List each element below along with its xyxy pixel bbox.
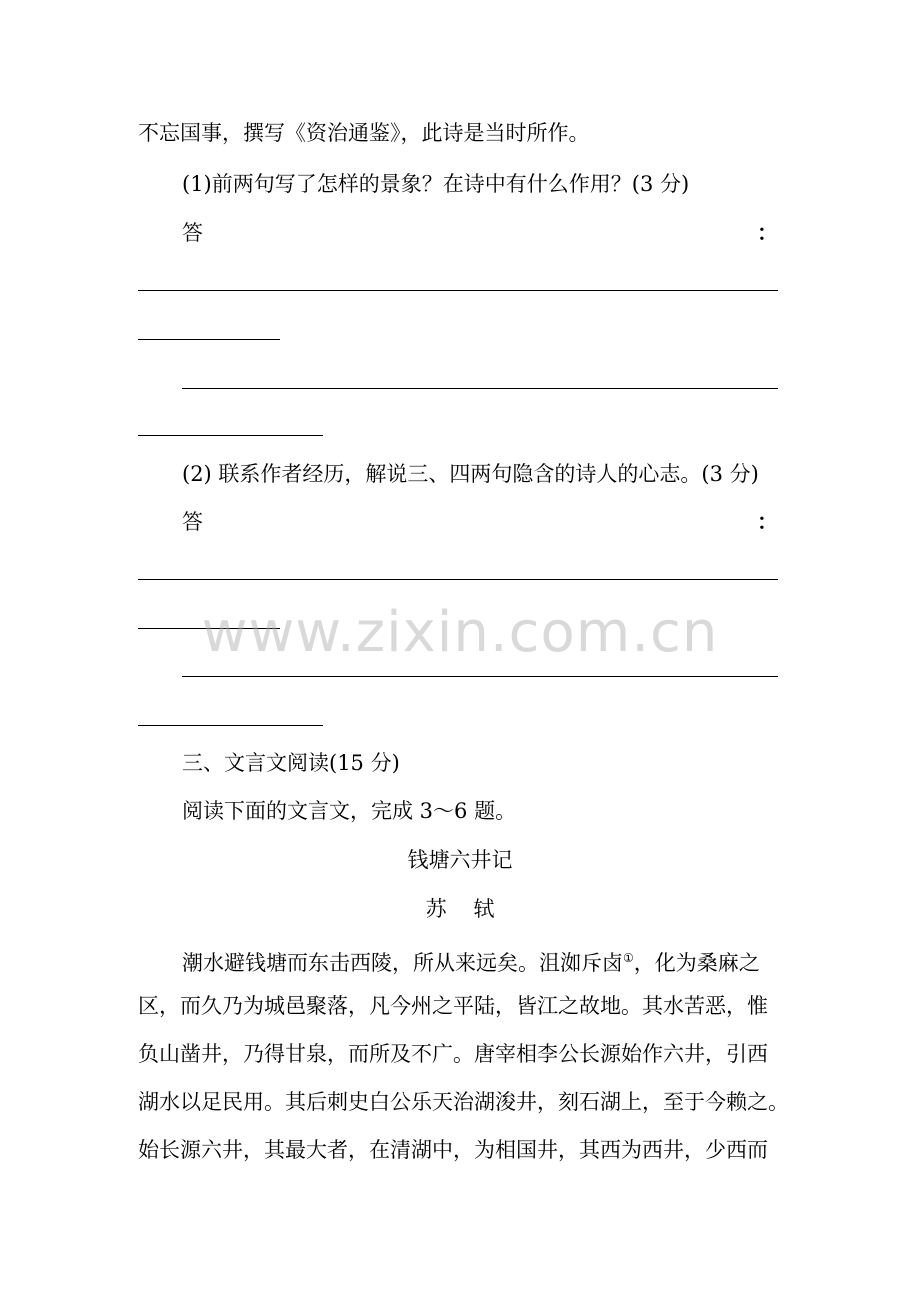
passage-line-1-tail: ，化为桑麻之 (633, 951, 760, 975)
footnote-mark[interactable]: ① (623, 951, 634, 965)
answer-line[interactable] (138, 579, 778, 580)
passage-line-5: 始长源六井，其最大者，在清湖中，为相国井，其西为西井，少西而 (138, 1138, 768, 1162)
intro-line: 不忘国事，撰写《资治通鉴》，此诗是当时所作。 (138, 121, 590, 145)
section-instruction: 阅读下面的文言文，完成 3～6 题。 (182, 799, 517, 823)
question-1-colon: ： (757, 220, 778, 245)
passage-title: 钱塘六井记 (407, 848, 513, 872)
question-1-prompt: (1)前两句写了怎样的景象？在诗中有什么作用？(3 分) (182, 172, 690, 196)
section-heading: 三、文言文阅读(15 分) (182, 751, 400, 775)
question-1-answer-label: 答 (182, 221, 203, 245)
answer-line[interactable] (138, 290, 778, 291)
passage-line-2: 区，而久乃为城邑聚落，凡今州之平陆，皆江之故地。其水苦恶，惟 (138, 994, 768, 1018)
passage-author: 苏 轼 (425, 897, 495, 921)
answer-line[interactable] (138, 435, 323, 436)
question-2-colon: ： (757, 509, 778, 534)
watermark: www.zixin.com.cn (201, 600, 719, 665)
answer-line[interactable] (138, 339, 280, 340)
answer-line[interactable] (182, 676, 778, 677)
question-2-prompt: (2) 联系作者经历，解说三、四两句隐含的诗人的心志。(3 分) (182, 462, 759, 486)
answer-line[interactable] (182, 388, 778, 389)
passage-line-3: 负山凿井，乃得甘泉，而所及不广。唐宰相李公长源始作六井，引西 (138, 1042, 768, 1066)
question-2-answer-label: 答 (182, 510, 203, 534)
answer-line[interactable] (138, 725, 323, 726)
passage-line-1 (182, 943, 760, 978)
passage-line-1-text: 潮水避钱塘而东击西陵，所从来远矣。沮洳斥卤 (182, 951, 623, 975)
passage-line-4: 湖水以足民用。其后刺史白公乐天治湖浚井，刻石湖上，至于今赖之。 (138, 1090, 789, 1114)
